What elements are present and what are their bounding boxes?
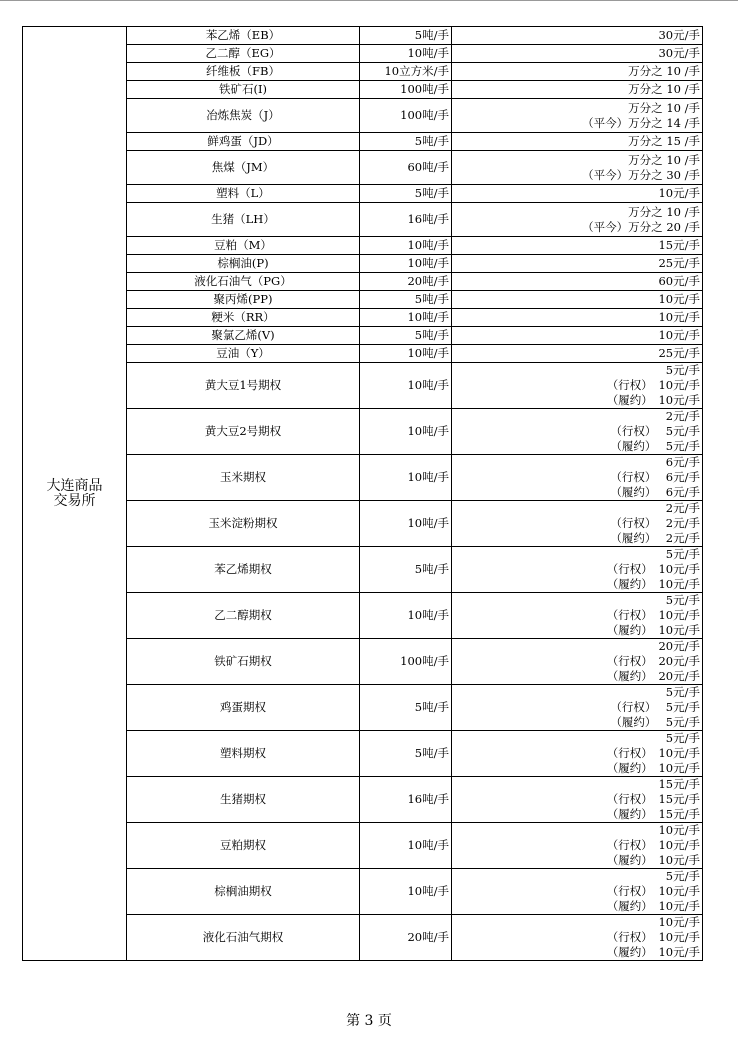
trading-unit: 10吨/手 xyxy=(360,45,452,63)
fee-line: （履约） 10元/手 xyxy=(606,761,700,775)
fee-line: 5元/手 xyxy=(665,547,700,561)
fee-line: 15元/手 xyxy=(658,238,700,252)
fee-cell xyxy=(452,63,703,81)
fee-cell xyxy=(452,777,703,823)
fee-cell xyxy=(452,869,703,915)
trading-unit: 5吨/手 xyxy=(360,731,452,777)
fee-line: （平今）万分之 30 /手 xyxy=(582,167,700,182)
product-name: 生猪期权 xyxy=(127,777,360,823)
product-name: 塑料期权 xyxy=(127,731,360,777)
fee-line: 10元/手 xyxy=(658,915,700,929)
trading-unit: 100吨/手 xyxy=(360,81,452,99)
fee-line: （行权） 15元/手 xyxy=(606,792,700,806)
fee-line: 10元/手 xyxy=(658,328,700,342)
fee-cell xyxy=(452,99,703,133)
product-name: 纤维板（FB） xyxy=(127,63,360,81)
trading-unit: 10吨/手 xyxy=(360,455,452,501)
fee-cell xyxy=(452,685,703,731)
exchange-name-line: 交易所 xyxy=(53,492,96,509)
fee-line: （履约） 2元/手 xyxy=(610,531,700,545)
product-name: 黄大豆1号期权 xyxy=(127,363,360,409)
product-name: 苯乙烯（EB） xyxy=(127,27,360,45)
page-number: 第 3 页 xyxy=(346,1013,392,1029)
fee-line: 5元/手 xyxy=(665,869,700,883)
fee-line: （履约） 10元/手 xyxy=(606,577,700,591)
fee-line: （履约） 10元/手 xyxy=(606,623,700,637)
fee-cell xyxy=(452,151,703,185)
fee-line: 万分之 10 /手 xyxy=(628,82,700,96)
fee-line: 2元/手 xyxy=(665,501,700,515)
fee-table-body xyxy=(23,27,703,961)
trading-unit: 10吨/手 xyxy=(360,255,452,273)
product-name: 鸡蛋期权 xyxy=(127,685,360,731)
trading-unit: 10吨/手 xyxy=(360,409,452,455)
exchange-name-line: 大连商品 xyxy=(46,477,103,494)
fee-line: 10元/手 xyxy=(658,310,700,324)
trading-unit: 10吨/手 xyxy=(360,823,452,869)
trading-unit: 100吨/手 xyxy=(360,99,452,133)
product-name: 聚氯乙烯(V) xyxy=(127,327,360,345)
product-name: 冶炼焦炭（J） xyxy=(127,99,360,133)
trading-unit: 10吨/手 xyxy=(360,593,452,639)
fee-cell xyxy=(452,455,703,501)
fee-line: 万分之 10 /手 xyxy=(628,152,700,167)
fee-cell xyxy=(452,593,703,639)
fee-table xyxy=(22,26,703,961)
trading-unit: 5吨/手 xyxy=(360,547,452,593)
fee-line: 30元/手 xyxy=(658,46,700,60)
fee-line: （行权） 10元/手 xyxy=(606,930,700,944)
fee-line: （履约） 5元/手 xyxy=(610,715,700,729)
trading-unit: 5吨/手 xyxy=(360,291,452,309)
trading-unit: 10吨/手 xyxy=(360,237,452,255)
fee-cell xyxy=(452,345,703,363)
product-name: 豆粕期权 xyxy=(127,823,360,869)
product-name: 玉米期权 xyxy=(127,455,360,501)
fee-line: （行权） 10元/手 xyxy=(606,838,700,852)
fee-line: 5元/手 xyxy=(665,731,700,745)
fee-line: 5元/手 xyxy=(665,685,700,699)
fee-line: （行权） 2元/手 xyxy=(610,516,700,530)
fee-line: （行权） 5元/手 xyxy=(610,700,700,714)
product-name: 鲜鸡蛋（JD） xyxy=(127,133,360,151)
fee-line: （履约） 10元/手 xyxy=(606,899,700,913)
fee-line: 6元/手 xyxy=(665,455,700,469)
fee-cell xyxy=(452,915,703,961)
exchange-cell xyxy=(23,27,127,961)
fee-cell xyxy=(452,185,703,203)
fee-cell xyxy=(452,409,703,455)
fee-line: （行权） 5元/手 xyxy=(610,424,700,438)
product-name: 乙二醇（EG） xyxy=(127,45,360,63)
fee-line: （平今）万分之 20 /手 xyxy=(582,219,700,234)
fee-line: （平今）万分之 14 /手 xyxy=(582,115,700,130)
trading-unit: 10吨/手 xyxy=(360,345,452,363)
product-name: 豆粕（M） xyxy=(127,237,360,255)
fee-line: （行权） 10元/手 xyxy=(606,746,700,760)
product-name: 乙二醇期权 xyxy=(127,593,360,639)
fee-cell xyxy=(452,639,703,685)
fee-line: 60元/手 xyxy=(658,274,700,288)
fee-cell xyxy=(452,327,703,345)
product-name: 生猪（LH） xyxy=(127,203,360,237)
fee-line: （行权） 10元/手 xyxy=(606,378,700,392)
fee-cell xyxy=(452,133,703,151)
fee-cell xyxy=(452,291,703,309)
fee-line: 25元/手 xyxy=(658,256,700,270)
product-name: 液化石油气（PG） xyxy=(127,273,360,291)
trading-unit: 10吨/手 xyxy=(360,501,452,547)
trading-unit: 10立方米/手 xyxy=(360,63,452,81)
fee-cell xyxy=(452,255,703,273)
trading-unit: 5吨/手 xyxy=(360,27,452,45)
fee-cell xyxy=(452,273,703,291)
product-name: 塑料（L） xyxy=(127,185,360,203)
trading-unit: 16吨/手 xyxy=(360,777,452,823)
product-name: 焦煤（JM） xyxy=(127,151,360,185)
fee-cell xyxy=(452,731,703,777)
trading-unit: 20吨/手 xyxy=(360,915,452,961)
fee-line: 万分之 10 /手 xyxy=(628,64,700,78)
trading-unit: 10吨/手 xyxy=(360,363,452,409)
trading-unit: 10吨/手 xyxy=(360,309,452,327)
product-name: 液化石油气期权 xyxy=(127,915,360,961)
fee-line: 20元/手 xyxy=(658,639,700,653)
fee-line: 15元/手 xyxy=(658,777,700,791)
fee-cell xyxy=(452,823,703,869)
fee-line: 万分之 10 /手 xyxy=(628,100,700,115)
fee-line: 10元/手 xyxy=(658,823,700,837)
fee-line: （履约） 10元/手 xyxy=(606,945,700,959)
fee-line: （履约） 10元/手 xyxy=(606,853,700,867)
fee-cell xyxy=(452,27,703,45)
fee-line: 25元/手 xyxy=(658,346,700,360)
product-name: 豆油（Y） xyxy=(127,345,360,363)
fee-line: （履约） 15元/手 xyxy=(606,807,700,821)
trading-unit: 16吨/手 xyxy=(360,203,452,237)
fee-line: 5元/手 xyxy=(665,593,700,607)
product-name: 黄大豆2号期权 xyxy=(127,409,360,455)
fee-line: （履约） 10元/手 xyxy=(606,393,700,407)
trading-unit: 5吨/手 xyxy=(360,185,452,203)
product-name: 棕榈油(P) xyxy=(127,255,360,273)
fee-line: 万分之 15 /手 xyxy=(628,134,700,148)
product-name: 玉米淀粉期权 xyxy=(127,501,360,547)
fee-line: 10元/手 xyxy=(658,292,700,306)
product-name: 铁矿石期权 xyxy=(127,639,360,685)
trading-unit: 5吨/手 xyxy=(360,685,452,731)
fee-line: （行权） 10元/手 xyxy=(606,884,700,898)
fee-cell xyxy=(452,45,703,63)
top-rule xyxy=(0,0,738,1)
fee-line: 万分之 10 /手 xyxy=(628,204,700,219)
trading-unit: 10吨/手 xyxy=(360,869,452,915)
table-row xyxy=(23,27,703,45)
fee-line: （行权） 10元/手 xyxy=(606,562,700,576)
product-name: 棕榈油期权 xyxy=(127,869,360,915)
fee-cell xyxy=(452,363,703,409)
trading-unit: 5吨/手 xyxy=(360,133,452,151)
trading-unit: 60吨/手 xyxy=(360,151,452,185)
fee-line: （行权） 20元/手 xyxy=(606,654,700,668)
fee-cell xyxy=(452,203,703,237)
fee-cell xyxy=(452,309,703,327)
product-name: 聚丙烯(PP) xyxy=(127,291,360,309)
trading-unit: 5吨/手 xyxy=(360,327,452,345)
product-name: 粳米（RR） xyxy=(127,309,360,327)
fee-line: 10元/手 xyxy=(658,186,700,200)
fee-line: （行权） 10元/手 xyxy=(606,608,700,622)
fee-cell xyxy=(452,237,703,255)
fee-cell xyxy=(452,501,703,547)
fee-line: （履约） 6元/手 xyxy=(610,485,700,499)
fee-line: 5元/手 xyxy=(665,363,700,377)
fee-line: （履约） 5元/手 xyxy=(610,439,700,453)
product-name: 铁矿石(I) xyxy=(127,81,360,99)
fee-line: 30元/手 xyxy=(658,28,700,42)
trading-unit: 100吨/手 xyxy=(360,639,452,685)
fee-cell xyxy=(452,81,703,99)
trading-unit: 20吨/手 xyxy=(360,273,452,291)
product-name: 苯乙烯期权 xyxy=(127,547,360,593)
fee-cell xyxy=(452,547,703,593)
fee-line: （行权） 6元/手 xyxy=(610,470,700,484)
fee-line: 2元/手 xyxy=(665,409,700,423)
fee-line: （履约） 20元/手 xyxy=(606,669,700,683)
